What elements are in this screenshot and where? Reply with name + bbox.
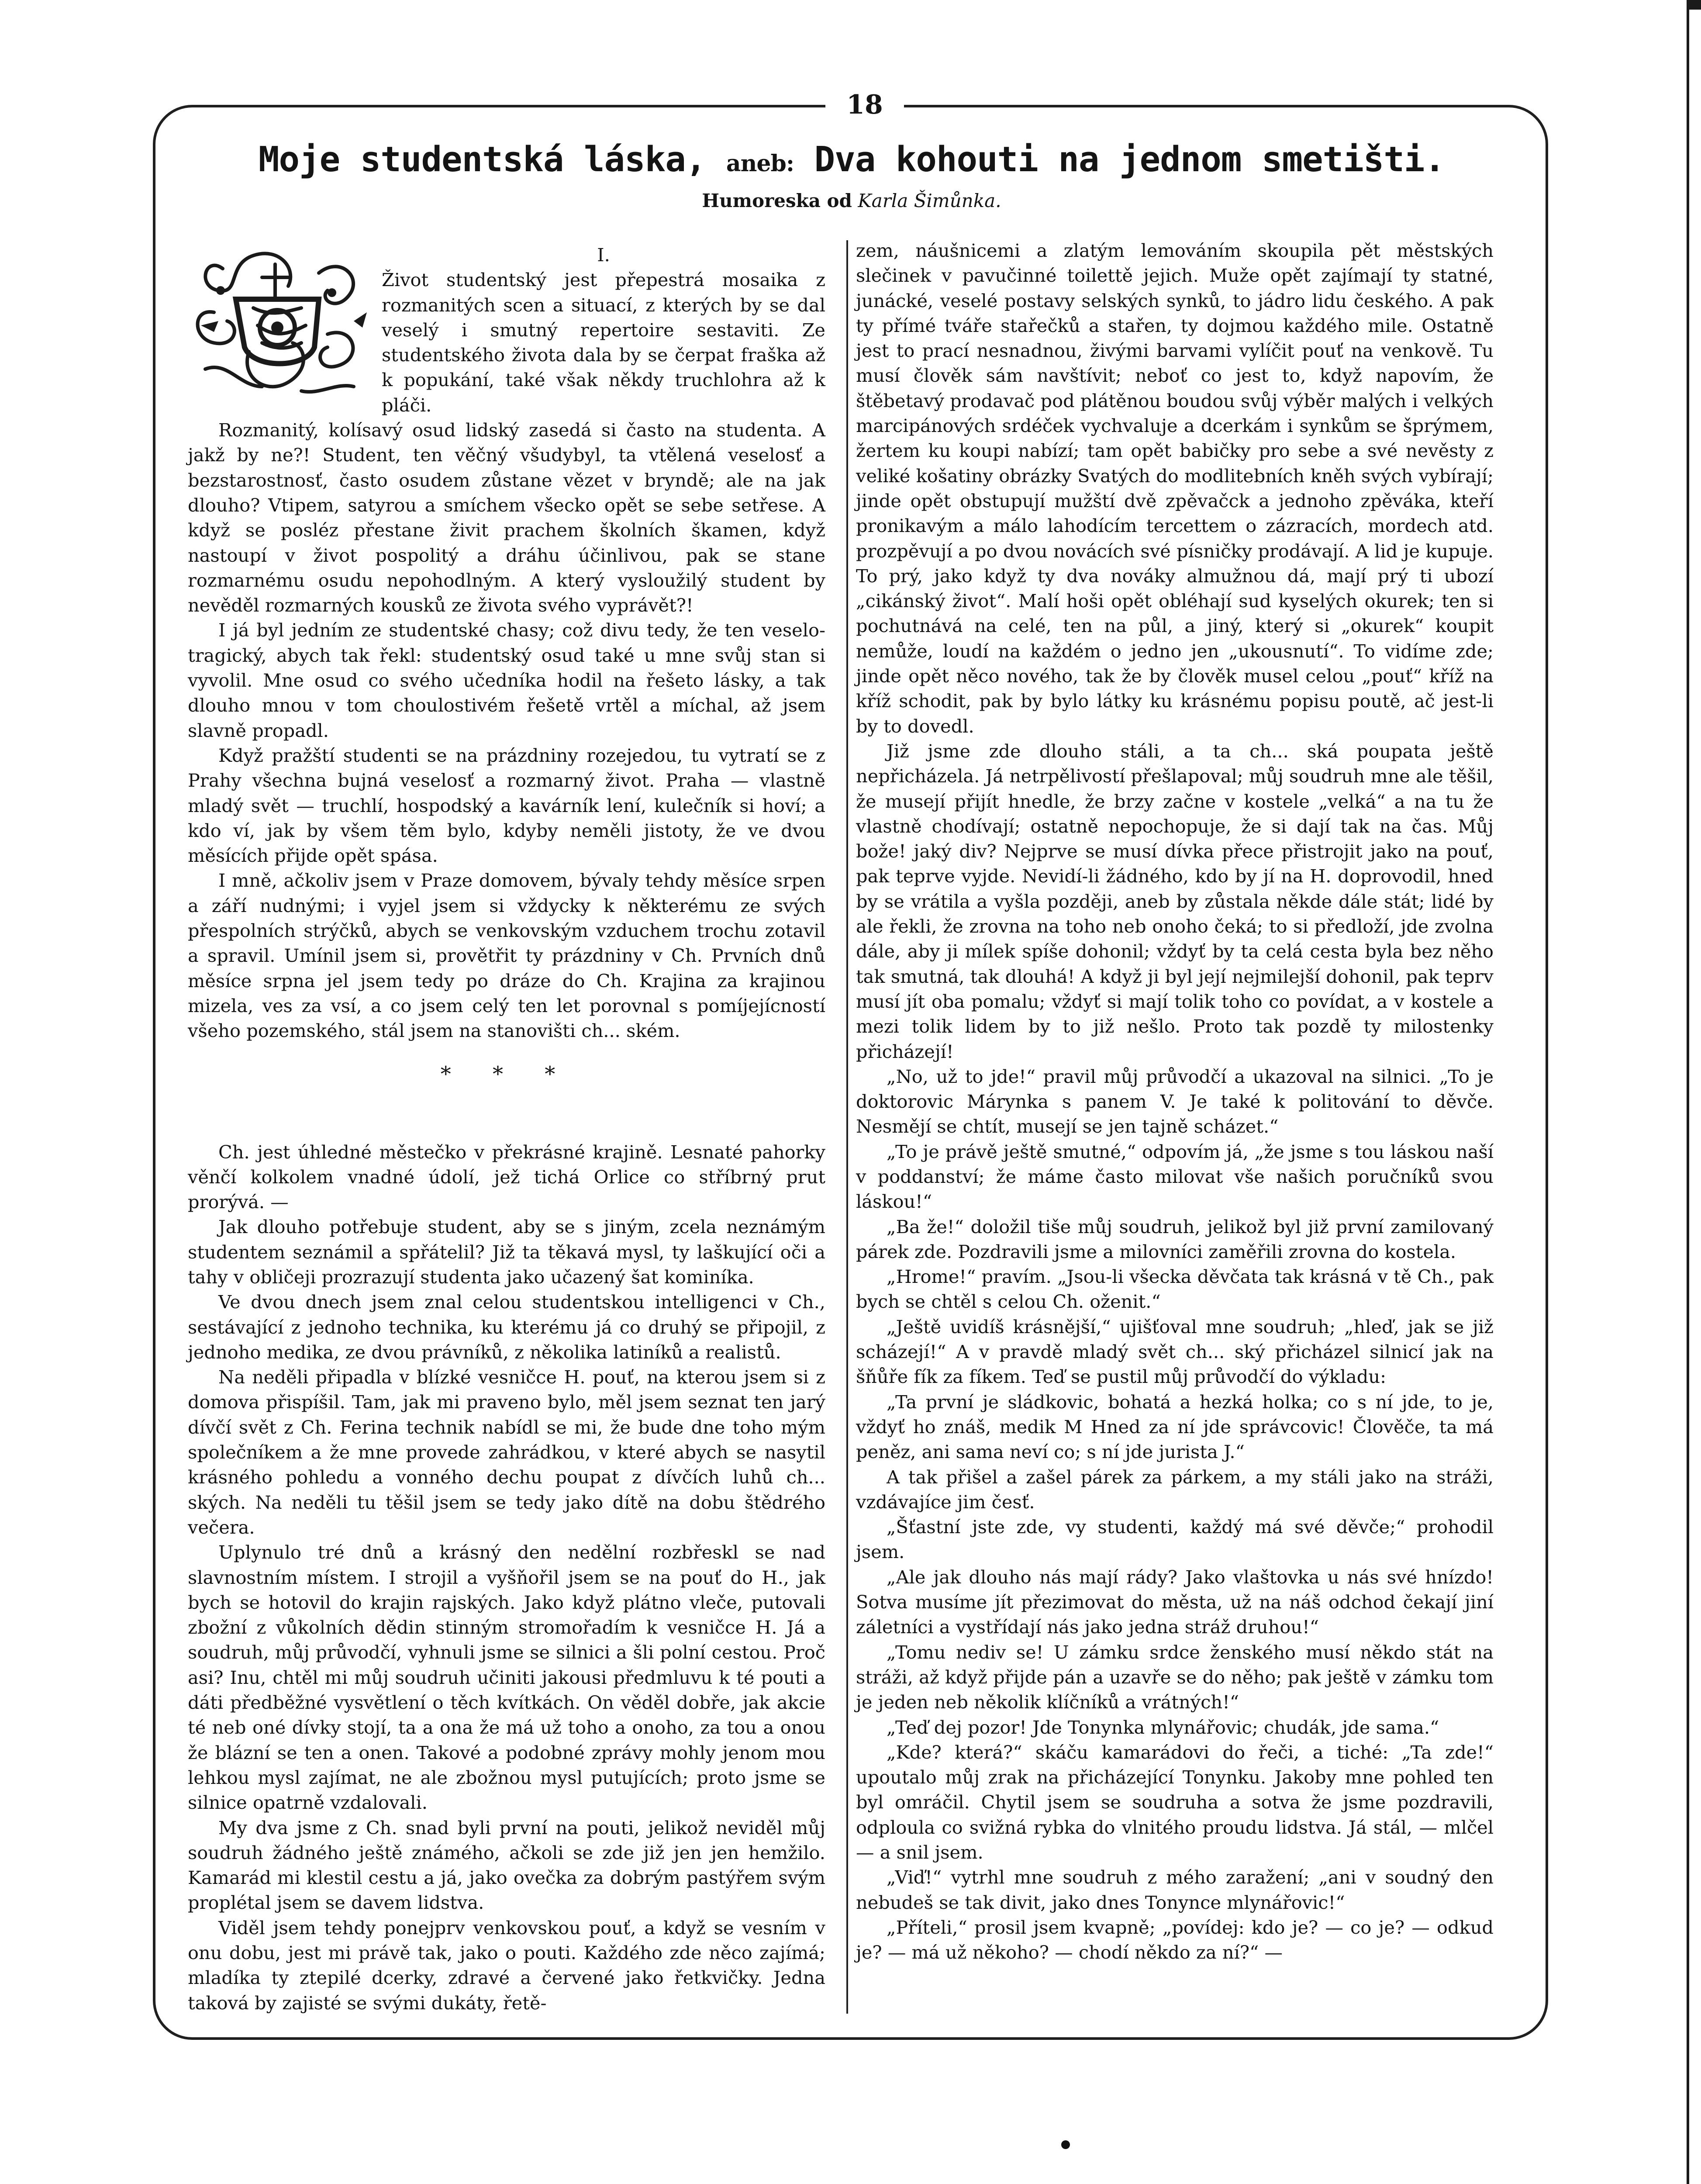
paragraph: Rozmanitý, kolísavý osud lidský zasedá si často na studenta. A jakž by ne?! Student, ten věčný všudybyl, ta vtělená veselosť a bezstarostnosť, často osudem zůstane vězet v bryndě; ale na jak dlouho? Vtipem, satyrou a smíchem všecko opět se sebe setřese. A když se posléz přestane živit prachem školních škamen, když nastoupí v život pospolitý a dráhu účinlivou, pak se stane rozmarnému osudu nepohodlným. A který vysloužilý student by nevěděl rozmarných kousků ze života svého vyprávět?! (188, 419, 825, 616)
paragraph: Když pražští studenti se na prázdniny rozejedou, tu vytratí se z Prahy všechna bujná veselosť a rozmarný život. Praha — vlastně mladý svět — truchlí, hospodský a kavárník lení, kulečník si hoví; a kdo ví, jak by všem těm bylo, kdyby neměli jistoty, že ve dvou měsících přijde opět spása. (188, 744, 825, 867)
section-break: * * * (440, 1061, 573, 1086)
byline-prefix: Humoreska od (702, 190, 852, 211)
paragraph: „Kde? která?“ skáču kamarádovi do řeči, a tiché: „Ta zde!“ upoutalo můj zrak na přicházející Tonynku. Jakoby mne pohled ten byl omráčil. Chytil jsem se soudruha a sotva že jsme pozdravili, odploula co svižná rybka do vlnitého proudu lidstva. Já stál, — mlčel — a snil jsem. (856, 1741, 1494, 1863)
article-title (157, 135, 1546, 188)
paragraph: „Viď!“ vytrhl mne soudruh z mého zaražení; „ani v soudný den nebudeš se tak divit, jako dnes Tonynce mlynářovic!“ (856, 1866, 1494, 1913)
paragraph: „No, už to jde!“ pravil můj průvodčí a ukazoval na silnici. „To je doktorovic Márynka s panem V. Je také k politování to děvče. Nesmějí se chtít, musejí se jen tajně scházet.“ (856, 1065, 1494, 1137)
paragraph: „To je právě ještě smutné,“ odpovím já, „že jsme s tou láskou naší v poddanství; že máme často milovat vše našich poručníků svou láskou!“ (856, 1140, 1494, 1213)
paragraph: „Ještě uvidíš krásnější,“ ujišťoval mne soudruh; „hleď, jak se již scházejí!“ A v pravdě mladý svět ch... ský přicházel silnicí jak na šňůře fík za fíkem. Teď se pustil můj průvodčí do výkladu: (856, 1316, 1494, 1388)
paragraph: „Příteli,“ prosil jsem kvapně; „povídej: kdo je? — co je? — odkud je? — má už někoho? — chodí někdo za ní?“ — (856, 1916, 1494, 1963)
paragraph: „Šťastní jste zde, vy studenti, každý má své děvče;“ prohodil jsem. (856, 1516, 1494, 1563)
paragraph: I mně, ačkoliv jsem v Praze domovem, bývaly tehdy měsíce srpen a září nudnými; i vyjel jsem si vždycky k některému ze svých přespolních strýčků, abych se venkovským vzduchem trochu zotavil a spravil. Umínil jsem si, provětřit ty prázdniny v Ch. Prvních dnů měsíce srpna jel jsem tedy po dráze do Ch. Krajina za krajinou mizela, ves za vsí, a co jsem celý ten let porovnal s pomíjejícností všeho pozemského, stál jsem na stanovišti ch... ském. (188, 870, 825, 1042)
column-rule (846, 240, 848, 2014)
page-number: 18 (846, 90, 883, 120)
paragraph: Viděl jsem tehdy ponejprv venkovskou pouť, a když se vesním v onu dobu, jest mi právě tak, jako o pouti. Každého zde něco zajímá; mladíka ty ztepilé dcerky, zdravé a červené jako řetkvičky. Jedna taková by zajisté se svými dukáty, řetě- (188, 1917, 825, 2014)
title-aneb: aneb: (726, 150, 794, 177)
right-column (856, 238, 1494, 1965)
paragraph: „Hrome!“ pravím. „Jsou-li všecka děvčata tak krásná v tě Ch., pak bych se chtěl s celou Ch. oženit.“ (856, 1266, 1494, 1313)
paragraph: A tak přišel a zašel párek za párkem, a my stáli jako na stráži, vzdávajíce jim česť. (856, 1466, 1494, 1513)
scan-edge (1687, 0, 1689, 2184)
stray-dot (1061, 2140, 1070, 2149)
left-column (188, 242, 825, 2015)
ornamental-initial-icon (188, 238, 371, 404)
title-sub: Dva kohouti na jednom smetišti. (814, 139, 1445, 180)
paragraph: Jak dlouho potřebuje student, aby se s jiným, zcela neznámým studentem seznámil a spřátelil? Již ta těkavá mysl, ty laškující oči a tahy v obličeji prozrazují studenta jako učazený šat kominíka. (188, 1216, 825, 1288)
paragraph: zem, náušnicemi a zlatým lemováním skoupila pět městských slečinek v pavučinné toilettě jejich. Muže opět zajímají ty statné, junácké, veselé postavy selských synků, to jádro lidu českého. A pak ty přímé tváře stařečků a stařen, ty dojmou každého mile. Ostatně jest to prací nesnadnou, živými barvami vylíčit pouť na venkově. Tu musí člověk sám navštívit; neboť co jest to, když napovím, že štěbetavý prodavač pod plátěnou boudou svůj výběr malých i velkých marcipánových srdéček vychvaluje a dcerkám i synkům se šprýmem, žertem ku koupi nabízí; tam opět babičky pro sebe a své nevěsty z veliké košatiny obrázky Svatých do modlitebních kněh svých vybírají; jinde opět obstupují mužští dvě zpěvačck a jednoho zpěváka, kteří pronikavým a málo lahodícím tercettem o zázracích, mordech atd. prozpěvují a po dvou novácích své písničky prodávají. A lid je kupuje. To prý, jako když ty dva nováky almužnou dá, mají prý ti ubozí „cikánský život“. Malí hoši opět obléhají sud kyselých okurek; ten si pochutnává na celé, ten na půl, a jiný, který si „okurek“ koupit nemůže, loudí na každém o jedno jen „ukousnutí“. To vidíme zde; jinde opět něco nového, tak že by člověk musel celou „pouť“ kříž na kříž schodit, pak by bylo látky ku krásnému popisu poutě, ač jest-li by to dovedl. (856, 240, 1494, 737)
paragraph: „Ba že!“ doložil tiše můj soudruh, jelikož byl již první zamilovaný párek zde. Pozdravili jsme a milovníci zaměřili zrovna do kostela. (856, 1216, 1494, 1262)
scan-edge-corner (1687, 0, 1701, 10)
title-main: Moje studentská láska, (258, 139, 706, 180)
byline-author: Karla Šimůnka. (858, 190, 1001, 211)
paragraph: I já byl jedním ze studentské chasy; což divu tedy, že ten veselo-tragický, abych tak řekl: studentský osud také u mne svůj stan si vyvolil. Mne osud co svého učedníka hodil na řešeto lásky, a tak dlouho mnou v tom choulostivém řešetě vrtěl a míchal, až jsem slavně propadl. (188, 619, 825, 741)
paragraph: Ve dvou dnech jsem znal celou studentskou intelligenci v Ch., sestávající z jednoho technika, ku kterému já co druhý se připojil, z jednoho medika, ze dvou právníků, z několika latiníků a realistů. (188, 1291, 825, 1363)
paragraph: „Ta první je sládkovic, bohatá a hezká holka; co s ní jde, to je, vždyť ho znáš, medik M Hned za ní jde správcovic! Člověče, ta má peněz, ani sama neví co; s ní jde jurista J.“ (856, 1391, 1494, 1463)
paragraph: Již jsme zde dlouho stáli, a ta ch... ská poupata ještě nepřicházela. Já netrpělivostí přešlapoval; můj soudruh mne ale těšil, že musejí přijít hnedle, že brzy začne v kostele „velká“ a na tu že vlastně chodívají; ostatně nepochopuje, že si dají tak na čas. Můj bože! jaký div? Nejprve se musí dívka přece přistrojit jako na pouť, pak teprve vyjde. Nevidí-li žádného, kdo by jí na H. doprovodil, hned by se vrátila a vyšla později, aneb by zůstala někde dále stát; lidé by ale řekli, že zrovna na toho neb onoho čeká; to si předloží, jde zvolna dále, aby ji mílek spíše dohonil; vždyť by ta celá cesta byla bez něho tak smutná, tak dlouhá! A když ji byl její nejmilejší dohonil, pak teprv musí jít oba pomalu; vždyť si mají tolik toho co povídat, a v kostele a mezi tolik lidem by to již nešlo. Proto tak pozdě ty milostenky přicházejí! (856, 740, 1494, 1062)
section-number: I. (597, 244, 610, 266)
paragraph: „Ale jak dlouho nás mají rády? Jako vlaštovka u nás své hnízdo! Sotva musíme jít přezimovat do města, už na náš odchod čekají jiní záletníci a vystřídají nás jako jedna stráž druhou!“ (856, 1566, 1494, 1638)
paragraph: My dva jsme z Ch. snad byli první na pouti, jelikož neviděl můj soudruh žádného ještě známého, ačkoli se zde již jen jen hemžilo. Kamarád mi klestil cestu a já, jako ovečka za dobrým pastýřem svým proplétal jsem se davem lidstva. (188, 1817, 825, 1914)
byline (157, 188, 1546, 214)
paragraph: Uplynulo tré dnů a krásný den nedělní rozbřeskl se nad slavnostním místem. I strojil a vyšňořil jsem se na pouť do H., jak bych se hotovil do krajin rajských. Jako když plátno vleče, putovali zbožní z vůkolních dědin stinným stromořadím k vesničce H. Já a soudruh, můj průvodčí, vyhnuli jsme se silnici a šli polní cestou. Proč asi? Inu, chtěl mi můj soudruh učiniti jakousi předmluvu k té pouti a dáti předběžné vysvětlení o těch kvítkách. On věděl dobře, jak akcie té neb oné dívky stojí, ta a ona že má už toho a onoho, za tou a onou že blázní se ten a onen. Takové a podobné zprávy mohly jenom mou lehkou mysl zajímat, ne ale zbožnou mysl putujících; proto jsme se silnice opatrně vzdalovali. (188, 1541, 825, 1814)
paragraph: Na neděli připadla v blízké vesničce H. pouť, na kterou jsem si z domova přispíšil. Tam, jak mi praveno bylo, měl jsem seznat ten jarý dívčí svět z Ch. Ferina technik nabídl se mi, že bude dne toho mým společníkem a že mne provede zahrádkou, v které abych se nasytil krásného pohledu a vonného dechu poupat z dívčích luhů ch... ských. Na neděli tu těšil jsem se tedy jako dítě na dobu štědrého večera. (188, 1366, 825, 1538)
paragraph: „Tomu nediv se! U zámku srdce ženského musí někdo stát na stráži, až když přijde pán a uzavře se do něho; pak ještě v zámku tom je jeden neb několik klíčníků a vrátných!“ (856, 1641, 1494, 1713)
paragraph: „Teď dej pozor! Jde Tonynka mlynářovic; chudák, jde sama.“ (887, 1716, 1439, 1738)
paragraph: Ch. jest úhledné městečko v překrásné krajině. Lesnaté pahorky věnčí kolkolem vnadné údolí, jež tichá Orlice co stříbrný prut prorývá. — (188, 1141, 825, 1213)
paragraph: Život studentský jest přepestrá mosaika z rozmanitých scen a situací, z kterých by se dal veselý i smutný repertoire sestaviti. Ze studentského života dala by se čerpat fraška až k popukání, také však někdy truchlohra až k pláči. (382, 269, 825, 416)
